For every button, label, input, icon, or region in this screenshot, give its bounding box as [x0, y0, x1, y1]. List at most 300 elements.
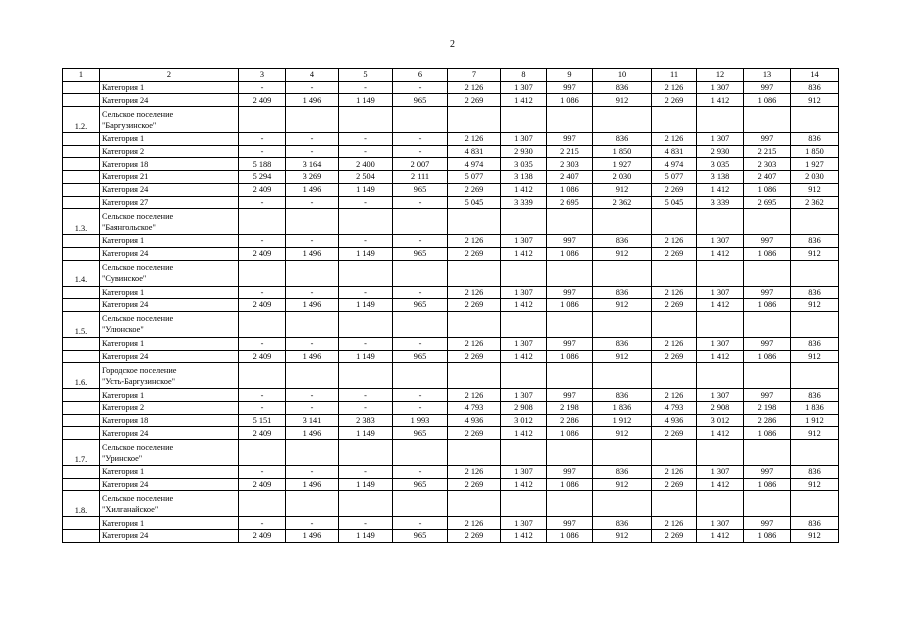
- value-cell: 1 149: [339, 427, 393, 440]
- value-cell: -: [239, 337, 286, 350]
- value-cell: -: [339, 81, 393, 94]
- value-cell: 965: [393, 427, 448, 440]
- value-cell: 2 007: [393, 158, 448, 171]
- value-cell: 1 850: [593, 145, 652, 158]
- row-number-cell: [63, 81, 100, 94]
- value-cell: 912: [791, 478, 839, 491]
- settlement-name-line: "Сувинское": [102, 274, 147, 284]
- value-cell: 2 269: [652, 94, 697, 107]
- empty-cell: [448, 440, 501, 466]
- category-row: [63, 427, 839, 440]
- value-cell: 1 412: [697, 299, 744, 312]
- value-cell: 5 294: [239, 171, 286, 184]
- row-number-cell: [63, 299, 100, 312]
- empty-cell: [744, 107, 791, 133]
- empty-cell: [339, 440, 393, 466]
- value-cell: 2 126: [652, 389, 697, 402]
- category-name-cell: Категория 1: [100, 133, 239, 146]
- row-number-cell: [63, 235, 100, 248]
- empty-cell: [501, 209, 547, 235]
- column-number-cell: 14: [791, 69, 839, 82]
- value-cell: 2 198: [744, 402, 791, 415]
- value-cell: 1 086: [744, 350, 791, 363]
- value-cell: -: [239, 235, 286, 248]
- row-number-cell: [63, 133, 100, 146]
- column-number-cell: 13: [744, 69, 791, 82]
- value-cell: 5 045: [448, 196, 501, 209]
- value-cell: -: [339, 402, 393, 415]
- value-cell: 2 269: [448, 247, 501, 260]
- settlement-section-row: [63, 440, 839, 466]
- empty-cell: [791, 260, 839, 286]
- value-cell: -: [239, 133, 286, 146]
- value-cell: 2 126: [448, 235, 501, 248]
- value-cell: -: [239, 517, 286, 530]
- category-name-cell: Категория 21: [100, 171, 239, 184]
- value-cell: 2 215: [744, 145, 791, 158]
- row-number-cell: [63, 427, 100, 440]
- empty-cell: [593, 311, 652, 337]
- value-cell: 3 141: [286, 414, 339, 427]
- column-number-cell: 6: [393, 69, 448, 82]
- value-cell: 5 077: [448, 171, 501, 184]
- value-cell: 1 307: [697, 389, 744, 402]
- value-cell: -: [239, 466, 286, 479]
- value-cell: 2 030: [791, 171, 839, 184]
- settlement-section-row: [63, 107, 839, 133]
- settlement-name-line: "Хилганайское": [102, 504, 159, 514]
- value-cell: -: [393, 517, 448, 530]
- value-cell: -: [286, 337, 339, 350]
- value-cell: 2 695: [744, 196, 791, 209]
- empty-cell: [286, 260, 339, 286]
- value-cell: 1 496: [286, 247, 339, 260]
- row-number-cell: 1.7.: [63, 440, 100, 466]
- empty-cell: [652, 260, 697, 286]
- empty-cell: [239, 440, 286, 466]
- value-cell: 3 339: [697, 196, 744, 209]
- column-number-cell: 10: [593, 69, 652, 82]
- value-cell: 2 126: [652, 235, 697, 248]
- value-cell: 965: [393, 183, 448, 196]
- empty-cell: [744, 311, 791, 337]
- value-cell: -: [393, 81, 448, 94]
- value-cell: 2 286: [744, 414, 791, 427]
- value-cell: -: [339, 286, 393, 299]
- value-cell: 2 930: [501, 145, 547, 158]
- empty-cell: [697, 260, 744, 286]
- value-cell: 2 126: [448, 466, 501, 479]
- value-cell: 5 151: [239, 414, 286, 427]
- empty-cell: [501, 440, 547, 466]
- empty-cell: [286, 363, 339, 389]
- value-cell: 4 793: [448, 402, 501, 415]
- value-cell: -: [239, 145, 286, 158]
- value-cell: 2 504: [339, 171, 393, 184]
- value-cell: 1 307: [501, 389, 547, 402]
- value-cell: 2 269: [448, 183, 501, 196]
- settlement-name-cell: [100, 491, 239, 517]
- value-cell: 1 086: [547, 530, 593, 543]
- empty-cell: [593, 440, 652, 466]
- empty-cell: [448, 107, 501, 133]
- value-cell: 4 831: [652, 145, 697, 158]
- category-name-cell: Категория 2: [100, 145, 239, 158]
- value-cell: 912: [791, 183, 839, 196]
- value-cell: 1 086: [547, 427, 593, 440]
- empty-cell: [393, 440, 448, 466]
- value-cell: 997: [547, 466, 593, 479]
- row-number-cell: [63, 389, 100, 402]
- empty-cell: [286, 209, 339, 235]
- empty-cell: [239, 363, 286, 389]
- value-cell: 2 126: [448, 286, 501, 299]
- empty-cell: [448, 363, 501, 389]
- value-cell: 997: [547, 133, 593, 146]
- value-cell: 2 126: [448, 81, 501, 94]
- value-cell: 997: [547, 337, 593, 350]
- row-number-cell: [63, 530, 100, 543]
- settlement-name-cell: [100, 363, 239, 389]
- value-cell: 2 269: [652, 530, 697, 543]
- value-cell: 1 412: [501, 478, 547, 491]
- value-cell: 1 836: [791, 402, 839, 415]
- value-cell: -: [393, 145, 448, 158]
- value-cell: 912: [593, 247, 652, 260]
- value-cell: 1 496: [286, 94, 339, 107]
- row-number-cell: 1.8.: [63, 491, 100, 517]
- settlement-name-line: "Баянгольское": [102, 222, 156, 232]
- settlement-name-line: Сельское поселение: [102, 314, 174, 324]
- value-cell: -: [286, 286, 339, 299]
- value-cell: 836: [593, 466, 652, 479]
- value-cell: 5 077: [652, 171, 697, 184]
- settlement-name-line: "Баргузинское": [102, 120, 157, 130]
- row-number-cell: 1.4.: [63, 260, 100, 286]
- value-cell: 1 307: [697, 337, 744, 350]
- empty-cell: [791, 363, 839, 389]
- value-cell: 912: [593, 478, 652, 491]
- value-cell: 1 086: [744, 530, 791, 543]
- empty-cell: [448, 209, 501, 235]
- row-number-cell: [63, 183, 100, 196]
- empty-cell: [652, 363, 697, 389]
- value-cell: 2 269: [448, 94, 501, 107]
- settlement-name-line: Сельское поселение: [102, 263, 174, 273]
- value-cell: -: [286, 517, 339, 530]
- value-cell: 836: [593, 81, 652, 94]
- value-cell: 3 138: [697, 171, 744, 184]
- row-number-cell: [63, 94, 100, 107]
- row-number-cell: 1.2.: [63, 107, 100, 133]
- value-cell: 2 908: [501, 402, 547, 415]
- empty-cell: [339, 311, 393, 337]
- empty-cell: [593, 107, 652, 133]
- value-cell: 2 269: [448, 350, 501, 363]
- value-cell: -: [339, 235, 393, 248]
- value-cell: -: [286, 133, 339, 146]
- value-cell: 1 412: [501, 247, 547, 260]
- value-cell: 836: [791, 389, 839, 402]
- empty-cell: [339, 363, 393, 389]
- empty-cell: [239, 107, 286, 133]
- empty-cell: [697, 363, 744, 389]
- value-cell: 2 269: [652, 350, 697, 363]
- value-cell: 3 269: [286, 171, 339, 184]
- value-cell: 1 412: [697, 530, 744, 543]
- category-row: [63, 94, 839, 107]
- empty-cell: [652, 491, 697, 517]
- empty-cell: [744, 363, 791, 389]
- value-cell: 1 412: [501, 530, 547, 543]
- settlement-section-row: [63, 363, 839, 389]
- value-cell: 1 086: [547, 94, 593, 107]
- value-cell: 2 409: [239, 183, 286, 196]
- category-row: [63, 414, 839, 427]
- value-cell: 1 307: [501, 517, 547, 530]
- value-cell: 2 126: [652, 466, 697, 479]
- value-cell: 2 362: [593, 196, 652, 209]
- value-cell: 836: [791, 517, 839, 530]
- value-cell: 997: [547, 389, 593, 402]
- value-cell: 997: [744, 133, 791, 146]
- value-cell: 965: [393, 478, 448, 491]
- empty-cell: [593, 260, 652, 286]
- value-cell: 1 412: [501, 94, 547, 107]
- value-cell: 1 149: [339, 94, 393, 107]
- value-cell: 1 412: [697, 183, 744, 196]
- value-cell: 2 269: [652, 247, 697, 260]
- settlement-name-line: Сельское поселение: [102, 493, 174, 503]
- category-row: [63, 81, 839, 94]
- value-cell: 1 149: [339, 530, 393, 543]
- value-cell: -: [286, 81, 339, 94]
- value-cell: 912: [593, 427, 652, 440]
- empty-cell: [697, 440, 744, 466]
- category-name-cell: Категория 1: [100, 389, 239, 402]
- row-number-cell: [63, 350, 100, 363]
- value-cell: 2 126: [448, 389, 501, 402]
- value-cell: 3 012: [697, 414, 744, 427]
- category-row: [63, 235, 839, 248]
- value-cell: 912: [593, 299, 652, 312]
- empty-cell: [339, 209, 393, 235]
- value-cell: 997: [744, 286, 791, 299]
- settlement-name-cell: [100, 440, 239, 466]
- value-cell: 1 912: [791, 414, 839, 427]
- value-cell: -: [286, 389, 339, 402]
- value-cell: 1 496: [286, 478, 339, 491]
- value-cell: 1 086: [547, 350, 593, 363]
- value-cell: 2 030: [593, 171, 652, 184]
- empty-cell: [393, 491, 448, 517]
- empty-cell: [697, 209, 744, 235]
- category-row: [63, 145, 839, 158]
- row-number-cell: [63, 158, 100, 171]
- value-cell: 836: [791, 286, 839, 299]
- value-cell: 4 936: [448, 414, 501, 427]
- value-cell: 1 927: [791, 158, 839, 171]
- row-number-cell: 1.6.: [63, 363, 100, 389]
- empty-cell: [652, 440, 697, 466]
- value-cell: 1 496: [286, 530, 339, 543]
- value-cell: -: [393, 337, 448, 350]
- value-cell: 1 149: [339, 350, 393, 363]
- row-number-cell: [63, 247, 100, 260]
- category-row: [63, 337, 839, 350]
- value-cell: 1 307: [697, 466, 744, 479]
- empty-cell: [652, 107, 697, 133]
- value-cell: 1 086: [547, 299, 593, 312]
- value-cell: 2 383: [339, 414, 393, 427]
- value-cell: 1 496: [286, 299, 339, 312]
- value-cell: 912: [791, 427, 839, 440]
- value-cell: 965: [393, 247, 448, 260]
- value-cell: 1 086: [744, 94, 791, 107]
- value-cell: 836: [791, 235, 839, 248]
- value-cell: 1 412: [697, 427, 744, 440]
- value-cell: 997: [547, 286, 593, 299]
- empty-cell: [501, 491, 547, 517]
- value-cell: 2 409: [239, 247, 286, 260]
- value-cell: 1 496: [286, 350, 339, 363]
- value-cell: 912: [791, 350, 839, 363]
- row-number-cell: [63, 466, 100, 479]
- empty-cell: [286, 491, 339, 517]
- empty-cell: [697, 311, 744, 337]
- value-cell: -: [239, 196, 286, 209]
- value-cell: -: [286, 235, 339, 248]
- settlement-name-cell: [100, 260, 239, 286]
- value-cell: -: [339, 337, 393, 350]
- value-cell: 2 111: [393, 171, 448, 184]
- column-number-cell: 11: [652, 69, 697, 82]
- value-cell: 2 126: [652, 81, 697, 94]
- value-cell: 997: [744, 81, 791, 94]
- value-cell: -: [393, 402, 448, 415]
- value-cell: -: [286, 196, 339, 209]
- value-cell: 965: [393, 299, 448, 312]
- category-name-cell: Категория 24: [100, 427, 239, 440]
- value-cell: 3 339: [501, 196, 547, 209]
- value-cell: 2 126: [652, 286, 697, 299]
- value-cell: 836: [593, 133, 652, 146]
- empty-cell: [239, 260, 286, 286]
- value-cell: 1 149: [339, 247, 393, 260]
- value-cell: 912: [593, 350, 652, 363]
- empty-cell: [744, 260, 791, 286]
- category-name-cell: Категория 1: [100, 517, 239, 530]
- empty-cell: [393, 107, 448, 133]
- category-row: [63, 286, 839, 299]
- value-cell: 1 086: [744, 427, 791, 440]
- value-cell: 5 188: [239, 158, 286, 171]
- value-cell: -: [393, 389, 448, 402]
- value-cell: -: [393, 133, 448, 146]
- category-row: [63, 247, 839, 260]
- value-cell: -: [239, 81, 286, 94]
- value-cell: 1 307: [501, 337, 547, 350]
- category-row: [63, 466, 839, 479]
- empty-cell: [501, 107, 547, 133]
- column-number-cell: 3: [239, 69, 286, 82]
- row-number-cell: [63, 402, 100, 415]
- settlement-section-row: [63, 311, 839, 337]
- value-cell: 2 407: [547, 171, 593, 184]
- row-number-cell: [63, 414, 100, 427]
- value-cell: 1 307: [501, 81, 547, 94]
- value-cell: -: [393, 286, 448, 299]
- empty-cell: [393, 209, 448, 235]
- value-cell: 1 149: [339, 299, 393, 312]
- row-number-cell: [63, 517, 100, 530]
- empty-cell: [286, 440, 339, 466]
- column-number-cell: 2: [100, 69, 239, 82]
- value-cell: 997: [744, 337, 791, 350]
- value-cell: 965: [393, 530, 448, 543]
- value-cell: 2 407: [744, 171, 791, 184]
- value-cell: 3 035: [697, 158, 744, 171]
- value-cell: 2 409: [239, 530, 286, 543]
- value-cell: -: [339, 196, 393, 209]
- category-name-cell: Категория 1: [100, 235, 239, 248]
- value-cell: -: [239, 389, 286, 402]
- settlement-name-line: "Уринское": [102, 453, 143, 463]
- row-number-cell: [63, 286, 100, 299]
- empty-cell: [286, 311, 339, 337]
- category-name-cell: Категория 24: [100, 478, 239, 491]
- category-row: [63, 478, 839, 491]
- settlement-name-line: Городское поселение: [102, 365, 177, 375]
- settlement-name-line: Сельское поселение: [102, 109, 174, 119]
- value-cell: 2 269: [652, 299, 697, 312]
- value-cell: 2 126: [652, 517, 697, 530]
- value-cell: 836: [593, 235, 652, 248]
- value-cell: 965: [393, 350, 448, 363]
- category-name-cell: Категория 1: [100, 81, 239, 94]
- value-cell: 2 269: [652, 478, 697, 491]
- empty-cell: [593, 491, 652, 517]
- row-number-cell: 1.3.: [63, 209, 100, 235]
- settlement-name-cell: [100, 311, 239, 337]
- value-cell: 1 307: [697, 81, 744, 94]
- value-cell: 836: [791, 337, 839, 350]
- value-cell: 836: [593, 389, 652, 402]
- category-row: [63, 158, 839, 171]
- settlement-name-line: "Усть-Баргузинское": [102, 376, 176, 386]
- value-cell: 997: [744, 466, 791, 479]
- value-cell: 2 286: [547, 414, 593, 427]
- value-cell: 1 412: [697, 350, 744, 363]
- settlement-section-row: [63, 491, 839, 517]
- empty-cell: [339, 491, 393, 517]
- value-cell: 997: [547, 517, 593, 530]
- empty-cell: [393, 311, 448, 337]
- empty-cell: [547, 107, 593, 133]
- empty-cell: [501, 260, 547, 286]
- value-cell: 912: [791, 299, 839, 312]
- empty-cell: [547, 260, 593, 286]
- value-cell: 2 303: [744, 158, 791, 171]
- value-cell: 1 850: [791, 145, 839, 158]
- empty-cell: [652, 209, 697, 235]
- value-cell: -: [286, 145, 339, 158]
- category-row: [63, 171, 839, 184]
- value-cell: 1 149: [339, 183, 393, 196]
- category-row: [63, 389, 839, 402]
- category-name-cell: Категория 1: [100, 466, 239, 479]
- value-cell: 2 269: [652, 427, 697, 440]
